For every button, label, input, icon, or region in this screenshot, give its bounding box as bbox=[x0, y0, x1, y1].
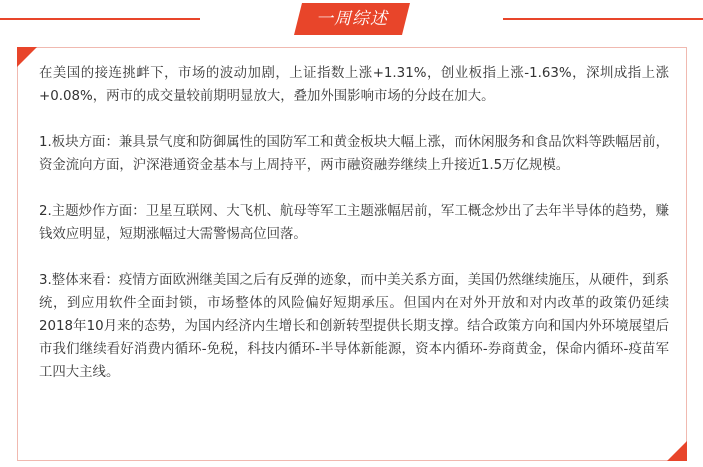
corner-accent-top-left bbox=[17, 47, 37, 67]
paragraph-overall: 3.整体来看：疫情方面欧洲继美国之后有反弹的迹象，而中美关系方面，美国仍然继续施压，从硬件，到系统，到应用软件全面封锁，市场整体的风险偏好短期承压。但国内在对外开放和对内改革的政策仍延续2018年10月来的态势，为国内经济内生增长和创新转型提供长期支撑。结合政策方向和国内外环境展望后市我们继续看好消费内循环-免税，科技内循环-半导体新能源，资本内循环-券商黄金，保命内循环-疫苗军工四大主线。 bbox=[39, 273, 669, 380]
paragraph-intro: 在美国的接连挑衅下，市场的波动加剧，上证指数上涨+1.31%，创业板指上涨-1.63%，深圳成指上涨+0.08%，两市的成交量较前期明显放大，叠加外围影响市场的分歧在加大。 bbox=[39, 66, 669, 104]
corner-accent-bottom-right bbox=[667, 441, 687, 461]
header-divider-right bbox=[503, 18, 703, 20]
paragraph-sectors: 1.板块方面：兼具景气度和防御属性的国防军工和黄金板块大幅上涨，而休闲服务和食品饮料等跌幅居前，资金流向方面，沪深港通资金基本与上周持平，两市融资融券继续上升接近1.5万亿规模。 bbox=[39, 135, 669, 173]
paragraph-themes: 2.主题炒作方面：卫星互联网、大飞机、航母等军工主题涨幅居前，军工概念炒出了去年半导体的趋势，赚钱效应明显，短期涨幅过大需警惕高位回落。 bbox=[39, 204, 669, 242]
section-title: 一周综述 bbox=[316, 9, 388, 29]
header-divider-left bbox=[0, 18, 200, 20]
summary-content bbox=[39, 62, 669, 384]
